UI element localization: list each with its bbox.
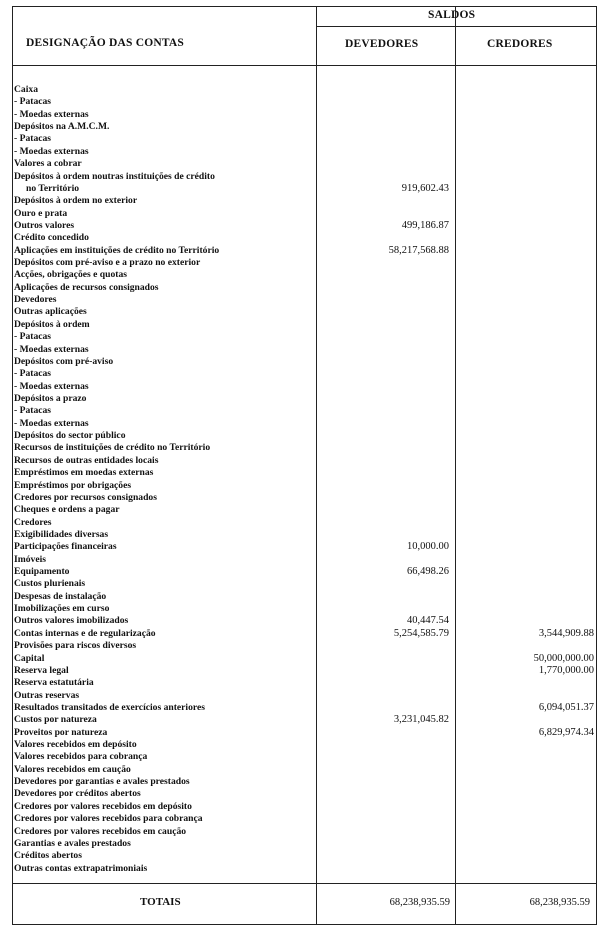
- account-label: Credores por valores recebidos em caução: [14, 825, 187, 837]
- account-row: [14, 331, 454, 343]
- account-label: Valores a cobrar: [14, 158, 82, 170]
- account-row: [14, 245, 454, 257]
- account-row: [14, 282, 454, 294]
- account-label: - Patacas: [14, 405, 52, 417]
- account-label: Proveitos por natureza: [14, 726, 108, 738]
- account-label: Crédito concedido: [14, 232, 89, 244]
- totals-devedores: 68,238,935.59: [389, 897, 450, 908]
- account-label: Credores por recursos consignados: [14, 491, 157, 503]
- account-label: Reserva estatutária: [14, 677, 94, 689]
- account-label: Aplicações em instituições de crédito no Território: [14, 244, 220, 256]
- account-label: - Patacas: [14, 96, 52, 108]
- account-row: [14, 541, 454, 553]
- account-row: [14, 838, 454, 850]
- account-row: [14, 492, 454, 504]
- account-label: - Moedas externas: [14, 417, 89, 429]
- account-row: [14, 269, 454, 281]
- designacao-heading: DESIGNAÇÃO DAS CONTAS: [26, 37, 184, 49]
- account-label: no Território: [26, 182, 80, 194]
- devedores-value: 10,000.00: [407, 541, 449, 553]
- devedores-value: 58,217,568.88: [388, 244, 449, 256]
- account-row: [14, 109, 454, 121]
- credores-value: 6,094,051.37: [538, 701, 594, 713]
- account-label: Reserva legal: [14, 664, 69, 676]
- account-row: [14, 133, 454, 145]
- account-label: Outros valores: [14, 219, 75, 231]
- account-label: - Patacas: [14, 133, 52, 145]
- account-row: [14, 863, 454, 875]
- account-row: [14, 788, 454, 800]
- account-row: [14, 121, 454, 133]
- header-divider: [13, 65, 596, 66]
- totals-credores: 68,238,935.59: [529, 897, 590, 908]
- account-row: [14, 764, 454, 776]
- devedores-value: 40,447.54: [407, 615, 449, 627]
- account-row: [14, 183, 454, 195]
- credores-value: 50,000,000.00: [533, 652, 594, 664]
- account-row: [14, 640, 454, 652]
- account-row: [14, 801, 454, 813]
- account-label: Garantias e avales prestados: [14, 837, 131, 849]
- account-label: Outras aplicações: [14, 306, 87, 318]
- account-label: - Moedas externas: [14, 343, 89, 355]
- account-label: Empréstimos em moedas externas: [14, 467, 154, 479]
- account-row: [14, 726, 594, 739]
- saldos-divider: [316, 26, 596, 27]
- account-row: [14, 96, 454, 108]
- account-row: [14, 146, 454, 158]
- account-label: Depósitos à ordem no exterior: [14, 195, 138, 207]
- account-row: [14, 850, 454, 862]
- account-row: [14, 257, 454, 269]
- account-row: [14, 504, 454, 516]
- account-label: Depósitos do sector público: [14, 430, 126, 442]
- account-row: [14, 430, 454, 442]
- account-row: [14, 467, 454, 479]
- account-label: Depósitos à ordem: [14, 318, 90, 330]
- account-label: Resultados transitados de exercícios anteriores: [14, 701, 205, 713]
- account-label: Devedores por créditos abertos: [14, 788, 141, 800]
- account-row: [14, 306, 454, 318]
- account-row: [14, 319, 454, 331]
- account-row: [14, 208, 454, 220]
- account-label: Valores recebidos para cobrança: [14, 751, 148, 763]
- account-row: [14, 714, 454, 726]
- credores-heading: CREDORES: [487, 38, 553, 50]
- account-label: Depósitos na A.M.C.M.: [14, 121, 110, 133]
- account-row: [14, 356, 454, 368]
- account-row: [14, 232, 454, 244]
- account-label: - Moedas externas: [14, 108, 89, 120]
- devedores-value: 66,498.26: [407, 566, 449, 578]
- account-label: Valores recebidos em caução: [14, 763, 131, 775]
- account-rows: [14, 84, 594, 875]
- account-label: Depósitos à ordem noutras instituições de crédito: [14, 170, 215, 182]
- account-label: Créditos abertos: [14, 850, 82, 862]
- account-row: [14, 554, 454, 566]
- account-row: [14, 294, 454, 306]
- devedores-value: 5,254,585.79: [393, 627, 449, 639]
- account-row: [14, 566, 454, 578]
- account-row: [14, 627, 594, 640]
- devedores-value: 3,231,045.82: [393, 714, 449, 726]
- account-label: Valores recebidos em depósito: [14, 739, 137, 751]
- account-row: [14, 664, 594, 677]
- account-label: - Moedas externas: [14, 380, 89, 392]
- account-row: [14, 739, 454, 751]
- account-row: [14, 690, 454, 702]
- account-label: Credores: [14, 516, 52, 528]
- account-label: Despesas de instalação: [14, 590, 107, 602]
- devedores-value: 919,602.43: [401, 182, 449, 194]
- account-row: [14, 480, 454, 492]
- account-label: Devedores por garantias e avales prestados: [14, 776, 190, 788]
- account-row: [14, 344, 454, 356]
- account-label: Imobilizações em curso: [14, 603, 110, 615]
- account-row: [14, 84, 454, 96]
- totals-label: TOTAIS: [140, 896, 181, 908]
- account-label: Credores por valores recebidos em depósito: [14, 800, 192, 812]
- account-row: [14, 418, 454, 430]
- account-label: Participações financeiras: [14, 541, 117, 553]
- account-row: [14, 529, 454, 541]
- account-label: Outras contas extrapatrimoniais: [14, 862, 148, 874]
- account-label: Imóveis: [14, 553, 46, 565]
- account-label: - Moedas externas: [14, 145, 89, 157]
- account-row: [14, 603, 454, 615]
- account-row: [14, 405, 454, 417]
- account-label: Depósitos com pré-aviso e a prazo no exterior: [14, 257, 201, 269]
- account-row: [14, 578, 454, 590]
- account-label: Cheques e ordens a pagar: [14, 504, 120, 516]
- account-label: Contas internas e de regularização: [14, 627, 156, 639]
- account-label: Exigibilidades diversas: [14, 528, 109, 540]
- account-row: [14, 220, 454, 232]
- account-label: Acções, obrigações e quotas: [14, 269, 127, 281]
- account-row: [14, 381, 454, 393]
- account-row: [14, 442, 454, 454]
- account-row: [14, 158, 454, 170]
- account-row: [14, 517, 454, 529]
- account-label: Recursos de instituições de crédito no Território: [14, 442, 211, 454]
- account-label: Custos por natureza: [14, 714, 97, 726]
- credores-value: 1,770,000.00: [538, 664, 594, 676]
- saldos-heading: SALDOS: [428, 9, 476, 21]
- account-row: [14, 171, 454, 183]
- column-divider-credores: [455, 7, 456, 924]
- account-label: Credores por valores recebidos para cobrança: [14, 813, 203, 825]
- credores-value: 6,829,974.34: [538, 726, 594, 738]
- account-label: Depósitos a prazo: [14, 392, 87, 404]
- account-row: [14, 615, 454, 627]
- account-label: Outros valores imobilizados: [14, 615, 129, 627]
- account-label: Aplicações de recursos consignados: [14, 281, 159, 293]
- devedores-heading: DEVEDORES: [345, 38, 419, 50]
- account-label: Provisões para riscos diversos: [14, 640, 137, 652]
- account-label: Empréstimos por obrigações: [14, 479, 132, 491]
- account-row: [14, 393, 454, 405]
- account-row: [14, 813, 454, 825]
- totals-divider: [13, 883, 596, 884]
- account-row: [14, 677, 454, 689]
- account-label: Custos plurienais: [14, 578, 86, 590]
- account-row: [14, 455, 454, 467]
- account-label: Capital: [14, 652, 45, 664]
- account-row: [14, 776, 454, 788]
- devedores-value: 499,186.87: [401, 219, 449, 231]
- account-row: [14, 652, 594, 665]
- account-label: Recursos de outras entidades locais: [14, 454, 159, 466]
- account-row: [14, 368, 454, 380]
- account-row: [14, 826, 454, 838]
- account-label: Devedores: [14, 294, 57, 306]
- account-label: Ouro e prata: [14, 207, 68, 219]
- account-row: [14, 751, 454, 763]
- account-row: [14, 591, 454, 603]
- account-label: Caixa: [14, 84, 38, 95]
- account-row: [14, 701, 594, 714]
- account-label: - Patacas: [14, 331, 52, 343]
- account-label: - Patacas: [14, 368, 52, 380]
- account-label: Equipamento: [14, 566, 70, 578]
- account-label: Depósitos com pré-aviso: [14, 355, 114, 367]
- account-label: Outras reservas: [14, 689, 80, 701]
- credores-value: 3,544,909.88: [538, 627, 594, 639]
- account-row: [14, 195, 454, 207]
